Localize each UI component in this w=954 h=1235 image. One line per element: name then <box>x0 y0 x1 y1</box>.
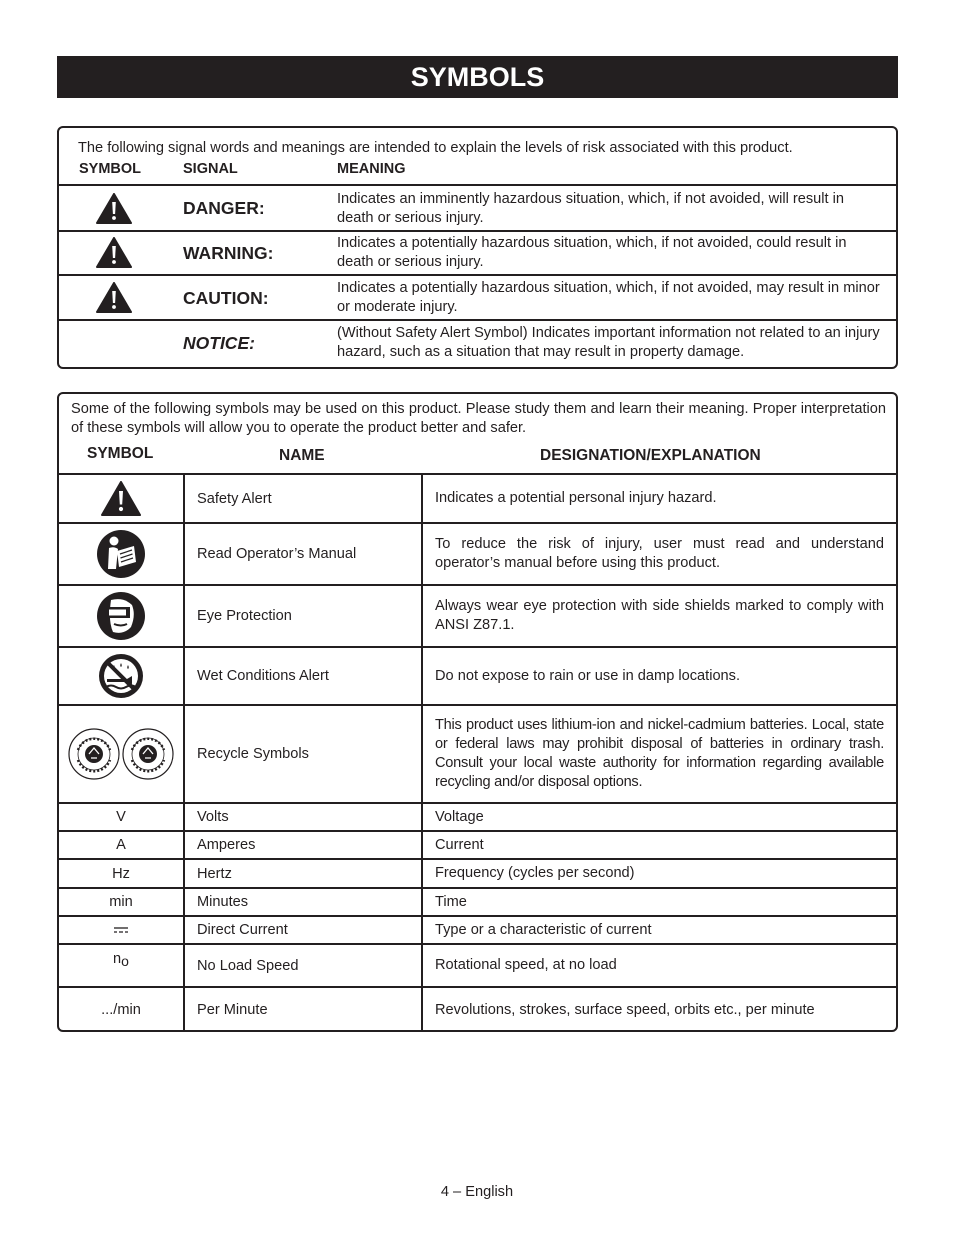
designation-cell: To reduce the risk of injury, user must read and understand operator’s manual before using this product. <box>435 536 884 571</box>
signal-word-warning: WARNING: <box>183 243 274 263</box>
symbols-table-box <box>57 392 898 1032</box>
table-row <box>59 584 896 646</box>
recycle-seal-icon <box>122 728 174 780</box>
safety-alert-icon <box>96 237 132 268</box>
name-cell: Read Operator’s Manual <box>197 546 357 562</box>
page-footer: 4 – English <box>440 1184 514 1200</box>
signal-meaning-caution: Indicates a potentially hazardous situation, which, if not avoided, may result in minor or moderate injury. <box>337 280 880 315</box>
name-cell: Hertz <box>197 865 232 882</box>
table-row <box>59 646 896 704</box>
designation-cell: Current <box>435 836 484 853</box>
signal-meaning-danger: Indicates an imminently hazardous situation, which, if not avoided, will result in death or serious injury. <box>337 191 844 226</box>
name-cell: Direct Current <box>197 922 288 938</box>
designation-cell: Do not expose to rain or use in damp locations. <box>435 667 741 684</box>
name-cell: No Load Speed <box>197 957 299 974</box>
designation-cell: Indicates a potential personal injury hazard. <box>435 490 717 506</box>
name-cell: Amperes <box>197 837 256 853</box>
symbol-cell <box>59 917 183 943</box>
signal-words-box <box>57 126 898 369</box>
table-row <box>59 473 896 522</box>
table-row <box>59 858 896 887</box>
direct-current-icon <box>113 926 129 934</box>
recycle-seal-icon <box>68 728 120 780</box>
symbol-cell <box>59 648 183 704</box>
safety-alert-icon <box>96 282 132 313</box>
table-row <box>59 943 896 986</box>
name-cell: Recycle Symbols <box>197 746 309 762</box>
designation-cell: Frequency (cycles per second) <box>435 865 635 881</box>
symbols-intro: Some of the following symbols may be used on this product. Please study them and learn their meaning. Proper interpretation of these symbols will allow you to operate the product better and safer. <box>71 401 886 436</box>
read-manual-icon <box>96 529 146 579</box>
symbol-cell <box>59 586 183 646</box>
table-row <box>59 887 896 915</box>
symbol-cell <box>59 945 183 986</box>
name-cell: Wet Conditions Alert <box>197 668 329 684</box>
symbol-cell: Hz <box>112 865 130 882</box>
header-symbol: SYMBOL <box>87 445 154 462</box>
table-row <box>59 802 896 830</box>
designation-cell: Time <box>435 893 467 910</box>
signal-row-danger <box>59 184 896 230</box>
eye-protection-icon <box>96 591 146 641</box>
signal-word-notice: NOTICE: <box>183 333 255 353</box>
no-load-speed-symbol: $n_o$ <box>113 951 129 969</box>
name-cell: Safety Alert <box>197 490 272 507</box>
symbol-cell <box>59 475 183 522</box>
table-row <box>59 522 896 584</box>
designation-cell: Rotational speed, at no load <box>435 957 617 973</box>
name-cell: Minutes <box>197 894 249 910</box>
signal-word-caution: CAUTION: <box>183 288 269 308</box>
header-meaning: MEANING <box>337 161 406 177</box>
header-designation: DESIGNATION/EXPLANATION <box>540 447 761 464</box>
designation-cell: Always wear eye protection with side shields marked to comply with ANSI Z87.1. <box>435 598 884 633</box>
table-row <box>59 986 896 1032</box>
designation-cell: Revolutions, strokes, surface speed, orbits etc., per minute <box>435 1001 815 1018</box>
symbol-cell: min <box>109 894 133 910</box>
safety-alert-icon <box>101 481 141 516</box>
name-cell: Per Minute <box>197 1002 268 1018</box>
symbol-cell: A <box>116 837 126 853</box>
safety-alert-icon <box>96 193 132 224</box>
symbol-cell: .../min <box>101 1002 141 1018</box>
table-row <box>59 704 896 802</box>
symbol-cell: V <box>116 809 126 825</box>
table-row <box>59 915 896 943</box>
table-row <box>59 830 896 858</box>
symbol-cell <box>59 524 183 584</box>
designation-cell: This product uses lithium-ion and nickel-cadmium batteries. Local, state or federal laws may prohibit disposal of batteries in ordinary trash. Consult your local waste authority for information regarding available recycling and/or disposal options. <box>435 717 884 790</box>
header-symbol: SYMBOL <box>79 161 142 177</box>
header-signal: SIGNAL <box>183 161 238 177</box>
symbol-cell <box>59 706 183 802</box>
header-name: NAME <box>279 447 325 464</box>
designation-cell: Type or a characteristic of current <box>435 921 652 938</box>
name-cell: Eye Protection <box>197 608 292 624</box>
signal-row-notice <box>59 319 896 369</box>
signal-row-warning <box>59 230 896 274</box>
page-title: SYMBOLS <box>57 56 898 98</box>
designation-cell: Voltage <box>435 808 484 825</box>
signal-meaning-notice: (Without Safety Alert Symbol) Indicates important information not related to an injury hazard, such as a situation that may result in property damage. <box>337 325 880 360</box>
signal-row-caution <box>59 274 896 319</box>
wet-conditions-icon <box>98 653 144 699</box>
signal-meaning-warning: Indicates a potentially hazardous situation, which, if not avoided, could result in death or serious injury. <box>337 235 847 270</box>
name-cell: Volts <box>197 809 229 825</box>
signal-intro: The following signal words and meanings are intended to explain the levels of risk associated with this product. <box>78 140 793 156</box>
signal-word-danger: DANGER: <box>183 198 265 218</box>
